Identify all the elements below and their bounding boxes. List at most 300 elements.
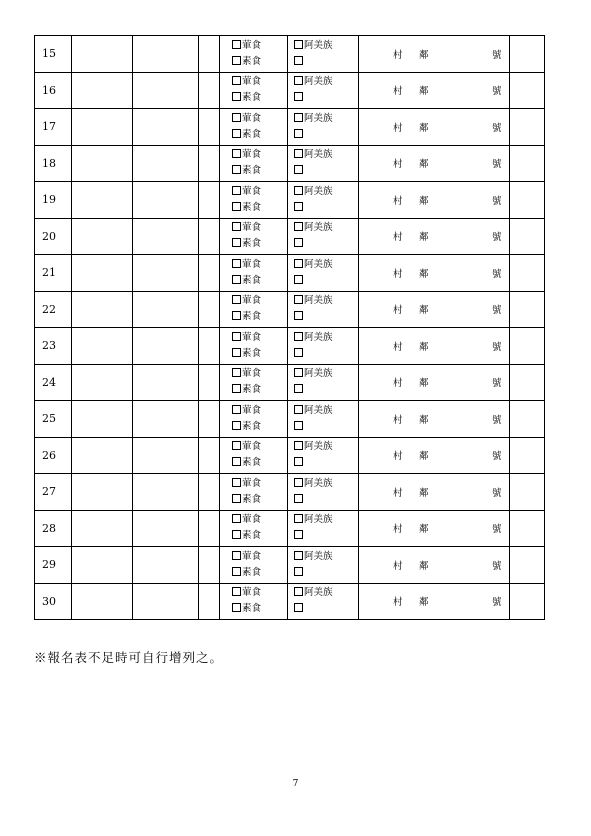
address-cell[interactable] [359, 437, 510, 474]
meal-meat-checkbox[interactable] [232, 186, 241, 195]
remarks-cell[interactable] [510, 437, 545, 474]
addr-neighborhood-label: 鄰 [419, 597, 429, 609]
row-number [35, 474, 72, 511]
meal-meat-checkbox[interactable] [232, 113, 241, 122]
row-number [35, 401, 72, 438]
address-cell[interactable] [359, 109, 510, 146]
addr-neighborhood-label: 鄰 [419, 49, 429, 61]
address-cell[interactable] [359, 547, 510, 584]
meal-meat-checkbox[interactable] [232, 149, 241, 158]
ethnicity-amis-checkbox[interactable] [294, 405, 303, 414]
address-cell[interactable] [359, 36, 510, 73]
ethnicity-other-checkbox[interactable] [294, 275, 303, 284]
gender-cell[interactable] [199, 401, 220, 438]
name-cell[interactable] [72, 291, 133, 328]
id-cell[interactable] [133, 291, 199, 328]
meal-meat-checkbox[interactable] [232, 551, 241, 560]
id-cell[interactable] [133, 510, 199, 547]
meal-cell [220, 474, 288, 511]
addr-number-label: 號 [492, 122, 502, 134]
name-cell[interactable] [72, 218, 133, 255]
meal-cell [220, 145, 288, 182]
meal-veg-checkbox[interactable] [232, 311, 241, 320]
address-cell[interactable] [359, 72, 510, 109]
addr-village-label: 村 [393, 195, 403, 207]
remarks-cell[interactable] [510, 109, 545, 146]
meal-cell [220, 510, 288, 547]
row-number [35, 218, 72, 255]
id-cell[interactable] [133, 364, 199, 401]
meal-veg-checkbox[interactable] [232, 275, 241, 284]
addr-village-label: 村 [393, 232, 403, 244]
addr-number-label: 號 [492, 268, 502, 280]
table-row [35, 583, 545, 620]
addr-number-label: 號 [492, 414, 502, 426]
ethnicity-cell [288, 547, 359, 584]
addr-neighborhood-label: 鄰 [419, 378, 429, 390]
meal-meat-label: 葷食 [242, 587, 262, 599]
addr-neighborhood-label: 鄰 [419, 487, 429, 499]
meal-meat-label: 葷食 [242, 477, 262, 489]
registration-rows [35, 36, 545, 620]
meal-meat-checkbox[interactable] [232, 332, 241, 341]
ethnicity-amis-label: 阿美族 [304, 295, 333, 307]
ethnicity-amis-checkbox[interactable] [294, 441, 303, 450]
table-row [35, 437, 545, 474]
meal-meat-checkbox[interactable] [232, 295, 241, 304]
meal-veg-checkbox[interactable] [232, 238, 241, 247]
addr-village-label: 村 [393, 414, 403, 426]
ethnicity-other-checkbox[interactable] [294, 311, 303, 320]
ethnicity-other-checkbox[interactable] [294, 165, 303, 174]
meal-meat-checkbox[interactable] [232, 222, 241, 231]
row-number [35, 364, 72, 401]
addr-village-label: 村 [393, 159, 403, 171]
meal-cell [220, 547, 288, 584]
ethnicity-amis-checkbox[interactable] [294, 478, 303, 487]
ethnicity-amis-checkbox[interactable] [294, 587, 303, 596]
meal-meat-checkbox[interactable] [232, 405, 241, 414]
address-cell[interactable] [359, 401, 510, 438]
gender-cell[interactable] [199, 182, 220, 219]
meal-meat-checkbox[interactable] [232, 40, 241, 49]
addr-number-label: 號 [492, 524, 502, 536]
ethnicity-amis-label: 阿美族 [304, 587, 333, 599]
meal-meat-label: 葷食 [242, 295, 262, 307]
address-cell[interactable] [359, 182, 510, 219]
meal-meat-label: 葷食 [242, 550, 262, 562]
ethnicity-amis-label: 阿美族 [304, 331, 333, 343]
addr-number-label: 號 [492, 560, 502, 572]
ethnicity-other-checkbox[interactable] [294, 56, 303, 65]
meal-meat-label: 葷食 [242, 222, 262, 234]
addr-neighborhood-label: 鄰 [419, 414, 429, 426]
ethnicity-amis-label: 阿美族 [304, 185, 333, 197]
meal-veg-checkbox[interactable] [232, 530, 241, 539]
addr-number-label: 號 [492, 378, 502, 390]
meal-veg-label: 素食 [242, 201, 262, 213]
name-cell[interactable] [72, 474, 133, 511]
addr-neighborhood-label: 鄰 [419, 268, 429, 280]
table-row [35, 474, 545, 511]
meal-cell [220, 218, 288, 255]
gender-cell[interactable] [199, 328, 220, 365]
meal-veg-checkbox[interactable] [232, 494, 241, 503]
row-number-text: 30 [42, 594, 56, 608]
addr-neighborhood-label: 鄰 [419, 195, 429, 207]
meal-veg-checkbox[interactable] [232, 384, 241, 393]
id-cell[interactable] [133, 36, 199, 73]
ethnicity-amis-checkbox[interactable] [294, 295, 303, 304]
row-number-text: 27 [42, 485, 56, 499]
table-row [35, 401, 545, 438]
remarks-cell[interactable] [510, 547, 545, 584]
id-cell[interactable] [133, 255, 199, 292]
meal-meat-checkbox[interactable] [232, 259, 241, 268]
name-cell[interactable] [72, 255, 133, 292]
ethnicity-amis-checkbox[interactable] [294, 259, 303, 268]
ethnicity-cell [288, 182, 359, 219]
addr-village-label: 村 [393, 378, 403, 390]
addr-number-label: 號 [492, 49, 502, 61]
ethnicity-amis-checkbox[interactable] [294, 332, 303, 341]
addr-neighborhood-label: 鄰 [419, 524, 429, 536]
addr-village-label: 村 [393, 451, 403, 463]
meal-meat-label: 葷食 [242, 514, 262, 526]
gender-cell[interactable] [199, 510, 220, 547]
gender-cell[interactable] [199, 72, 220, 109]
gender-cell[interactable] [199, 364, 220, 401]
gender-cell[interactable] [199, 437, 220, 474]
id-cell[interactable] [133, 437, 199, 474]
addr-neighborhood-label: 鄰 [419, 232, 429, 244]
meal-meat-checkbox[interactable] [232, 587, 241, 596]
meal-veg-label: 素食 [242, 493, 262, 505]
ethnicity-other-checkbox[interactable] [294, 457, 303, 466]
address-cell[interactable] [359, 218, 510, 255]
remarks-cell[interactable] [510, 218, 545, 255]
gender-cell[interactable] [199, 474, 220, 511]
name-cell[interactable] [72, 182, 133, 219]
meal-veg-label: 素食 [242, 55, 262, 67]
name-cell[interactable] [72, 364, 133, 401]
meal-cell [220, 401, 288, 438]
ethnicity-cell [288, 72, 359, 109]
table-row [35, 547, 545, 584]
meal-meat-checkbox[interactable] [232, 514, 241, 523]
meal-veg-label: 素食 [242, 347, 262, 359]
meal-veg-checkbox[interactable] [232, 348, 241, 357]
ethnicity-other-checkbox[interactable] [294, 92, 303, 101]
ethnicity-cell [288, 583, 359, 620]
meal-meat-label: 葷食 [242, 368, 262, 380]
name-cell[interactable] [72, 328, 133, 365]
ethnicity-amis-checkbox[interactable] [294, 40, 303, 49]
meal-veg-checkbox[interactable] [232, 567, 241, 576]
table-row [35, 510, 545, 547]
row-number-text: 28 [42, 521, 56, 535]
id-cell[interactable] [133, 72, 199, 109]
meal-meat-label: 葷食 [242, 149, 262, 161]
ethnicity-amis-label: 阿美族 [304, 368, 333, 380]
ethnicity-other-checkbox[interactable] [294, 530, 303, 539]
name-cell[interactable] [72, 583, 133, 620]
address-cell[interactable] [359, 328, 510, 365]
addr-number-label: 號 [492, 341, 502, 353]
ethnicity-amis-checkbox[interactable] [294, 368, 303, 377]
meal-veg-label: 素食 [242, 420, 262, 432]
row-number-text: 18 [42, 156, 56, 170]
addr-village-label: 村 [393, 487, 403, 499]
addr-number-label: 號 [492, 195, 502, 207]
ethnicity-amis-label: 阿美族 [304, 76, 333, 88]
ethnicity-amis-label: 阿美族 [304, 39, 333, 51]
ethnicity-amis-label: 阿美族 [304, 441, 333, 453]
remarks-cell[interactable] [510, 291, 545, 328]
addr-village-label: 村 [393, 122, 403, 134]
ethnicity-other-checkbox[interactable] [294, 348, 303, 357]
meal-meat-label: 葷食 [242, 331, 262, 343]
ethnicity-amis-label: 阿美族 [304, 112, 333, 124]
meal-veg-label: 素食 [242, 274, 262, 286]
ethnicity-other-checkbox[interactable] [294, 238, 303, 247]
addr-number-label: 號 [492, 451, 502, 463]
id-cell[interactable] [133, 182, 199, 219]
remarks-cell[interactable] [510, 145, 545, 182]
addr-number-label: 號 [492, 232, 502, 244]
table-row [35, 218, 545, 255]
remarks-cell[interactable] [510, 72, 545, 109]
row-number [35, 255, 72, 292]
ethnicity-other-checkbox[interactable] [294, 129, 303, 138]
ethnicity-other-checkbox[interactable] [294, 384, 303, 393]
name-cell[interactable] [72, 510, 133, 547]
meal-meat-checkbox[interactable] [232, 441, 241, 450]
addr-neighborhood-label: 鄰 [419, 451, 429, 463]
meal-meat-label: 葷食 [242, 76, 262, 88]
ethnicity-amis-label: 阿美族 [304, 404, 333, 416]
gender-cell[interactable] [199, 255, 220, 292]
ethnicity-other-checkbox[interactable] [294, 202, 303, 211]
meal-veg-label: 素食 [242, 603, 262, 615]
meal-cell [220, 182, 288, 219]
meal-veg-label: 素食 [242, 128, 262, 140]
meal-veg-checkbox[interactable] [232, 129, 241, 138]
id-cell[interactable] [133, 401, 199, 438]
gender-cell[interactable] [199, 36, 220, 73]
meal-veg-checkbox[interactable] [232, 603, 241, 612]
address-cell[interactable] [359, 145, 510, 182]
meal-meat-label: 葷食 [242, 258, 262, 270]
meal-veg-checkbox[interactable] [232, 457, 241, 466]
meal-veg-checkbox[interactable] [232, 421, 241, 430]
meal-meat-checkbox[interactable] [232, 478, 241, 487]
table-row [35, 255, 545, 292]
gender-cell[interactable] [199, 547, 220, 584]
address-cell[interactable] [359, 583, 510, 620]
meal-meat-label: 葷食 [242, 112, 262, 124]
ethnicity-amis-checkbox[interactable] [294, 149, 303, 158]
meal-cell [220, 328, 288, 365]
table-row [35, 36, 545, 73]
id-cell[interactable] [133, 145, 199, 182]
id-cell[interactable] [133, 547, 199, 584]
name-cell[interactable] [72, 145, 133, 182]
remarks-cell[interactable] [510, 474, 545, 511]
row-number-text: 17 [42, 120, 56, 134]
name-cell[interactable] [72, 36, 133, 73]
remarks-cell[interactable] [510, 401, 545, 438]
meal-meat-label: 葷食 [242, 39, 262, 51]
registration-table [34, 35, 545, 620]
ethnicity-cell [288, 145, 359, 182]
ethnicity-cell [288, 36, 359, 73]
ethnicity-amis-checkbox[interactable] [294, 76, 303, 85]
table-row [35, 291, 545, 328]
ethnicity-amis-checkbox[interactable] [294, 222, 303, 231]
id-cell[interactable] [133, 218, 199, 255]
row-number-text: 24 [42, 375, 56, 389]
ethnicity-amis-label: 阿美族 [304, 514, 333, 526]
meal-meat-checkbox[interactable] [232, 368, 241, 377]
ethnicity-amis-checkbox[interactable] [294, 551, 303, 560]
addr-number-label: 號 [492, 597, 502, 609]
gender-cell[interactable] [199, 291, 220, 328]
meal-cell [220, 364, 288, 401]
row-number [35, 291, 72, 328]
table-row [35, 72, 545, 109]
ethnicity-cell [288, 218, 359, 255]
id-cell[interactable] [133, 583, 199, 620]
ethnicity-cell [288, 401, 359, 438]
remarks-cell[interactable] [510, 364, 545, 401]
addr-village-label: 村 [393, 86, 403, 98]
ethnicity-cell [288, 328, 359, 365]
name-cell[interactable] [72, 72, 133, 109]
page-number: 7 [292, 779, 299, 789]
meal-veg-label: 素食 [242, 92, 262, 104]
row-number-text: 22 [42, 302, 56, 316]
ethnicity-amis-label: 阿美族 [304, 477, 333, 489]
addr-neighborhood-label: 鄰 [419, 86, 429, 98]
meal-veg-checkbox[interactable] [232, 165, 241, 174]
meal-veg-checkbox[interactable] [232, 56, 241, 65]
gender-cell[interactable] [199, 583, 220, 620]
footnote: ※報名表不足時可自行增列之。 [34, 650, 224, 665]
meal-veg-label: 素食 [242, 311, 262, 323]
row-number-text: 29 [42, 558, 56, 572]
addr-neighborhood-label: 鄰 [419, 560, 429, 572]
remarks-cell[interactable] [510, 328, 545, 365]
meal-veg-label: 素食 [242, 384, 262, 396]
gender-cell[interactable] [199, 109, 220, 146]
ethnicity-cell [288, 109, 359, 146]
addr-village-label: 村 [393, 305, 403, 317]
row-number [35, 109, 72, 146]
row-number-text: 21 [42, 266, 56, 280]
meal-veg-label: 素食 [242, 566, 262, 578]
meal-meat-label: 葷食 [242, 185, 262, 197]
row-number [35, 182, 72, 219]
row-number [35, 36, 72, 73]
ethnicity-other-checkbox[interactable] [294, 567, 303, 576]
row-number-text: 16 [42, 83, 56, 97]
ethnicity-cell [288, 255, 359, 292]
address-cell[interactable] [359, 510, 510, 547]
gender-cell[interactable] [199, 218, 220, 255]
table-row [35, 145, 545, 182]
row-number-text: 15 [42, 47, 56, 61]
name-cell[interactable] [72, 547, 133, 584]
table-row [35, 328, 545, 365]
name-cell[interactable] [72, 437, 133, 474]
row-number-text: 25 [42, 412, 56, 426]
row-number [35, 510, 72, 547]
meal-cell [220, 255, 288, 292]
address-cell[interactable] [359, 474, 510, 511]
meal-veg-checkbox[interactable] [232, 92, 241, 101]
ethnicity-amis-checkbox[interactable] [294, 514, 303, 523]
ethnicity-amis-label: 阿美族 [304, 222, 333, 234]
addr-village-label: 村 [393, 49, 403, 61]
row-number [35, 583, 72, 620]
row-number [35, 72, 72, 109]
addr-number-label: 號 [492, 305, 502, 317]
meal-meat-checkbox[interactable] [232, 76, 241, 85]
ethnicity-cell [288, 291, 359, 328]
ethnicity-amis-checkbox[interactable] [294, 186, 303, 195]
id-cell[interactable] [133, 474, 199, 511]
id-cell[interactable] [133, 109, 199, 146]
ethnicity-other-checkbox[interactable] [294, 494, 303, 503]
remarks-cell[interactable] [510, 36, 545, 73]
addr-number-label: 號 [492, 86, 502, 98]
meal-veg-label: 素食 [242, 165, 262, 177]
ethnicity-other-checkbox[interactable] [294, 421, 303, 430]
address-cell[interactable] [359, 291, 510, 328]
id-cell[interactable] [133, 328, 199, 365]
name-cell[interactable] [72, 109, 133, 146]
name-cell[interactable] [72, 401, 133, 438]
addr-neighborhood-label: 鄰 [419, 341, 429, 353]
remarks-cell[interactable] [510, 510, 545, 547]
row-number [35, 437, 72, 474]
ethnicity-amis-checkbox[interactable] [294, 113, 303, 122]
ethnicity-other-checkbox[interactable] [294, 603, 303, 612]
addr-number-label: 號 [492, 487, 502, 499]
addr-village-label: 村 [393, 524, 403, 536]
remarks-cell[interactable] [510, 583, 545, 620]
meal-veg-checkbox[interactable] [232, 202, 241, 211]
meal-cell [220, 437, 288, 474]
table-row [35, 109, 545, 146]
gender-cell[interactable] [199, 145, 220, 182]
ethnicity-cell [288, 510, 359, 547]
remarks-cell[interactable] [510, 255, 545, 292]
remarks-cell[interactable] [510, 182, 545, 219]
ethnicity-cell [288, 364, 359, 401]
ethnicity-cell [288, 437, 359, 474]
addr-neighborhood-label: 鄰 [419, 122, 429, 134]
address-cell[interactable] [359, 255, 510, 292]
table-row [35, 182, 545, 219]
meal-veg-label: 素食 [242, 238, 262, 250]
addr-village-label: 村 [393, 268, 403, 280]
row-number-text: 20 [42, 229, 56, 243]
address-cell[interactable] [359, 364, 510, 401]
meal-cell [220, 109, 288, 146]
addr-village-label: 村 [393, 597, 403, 609]
